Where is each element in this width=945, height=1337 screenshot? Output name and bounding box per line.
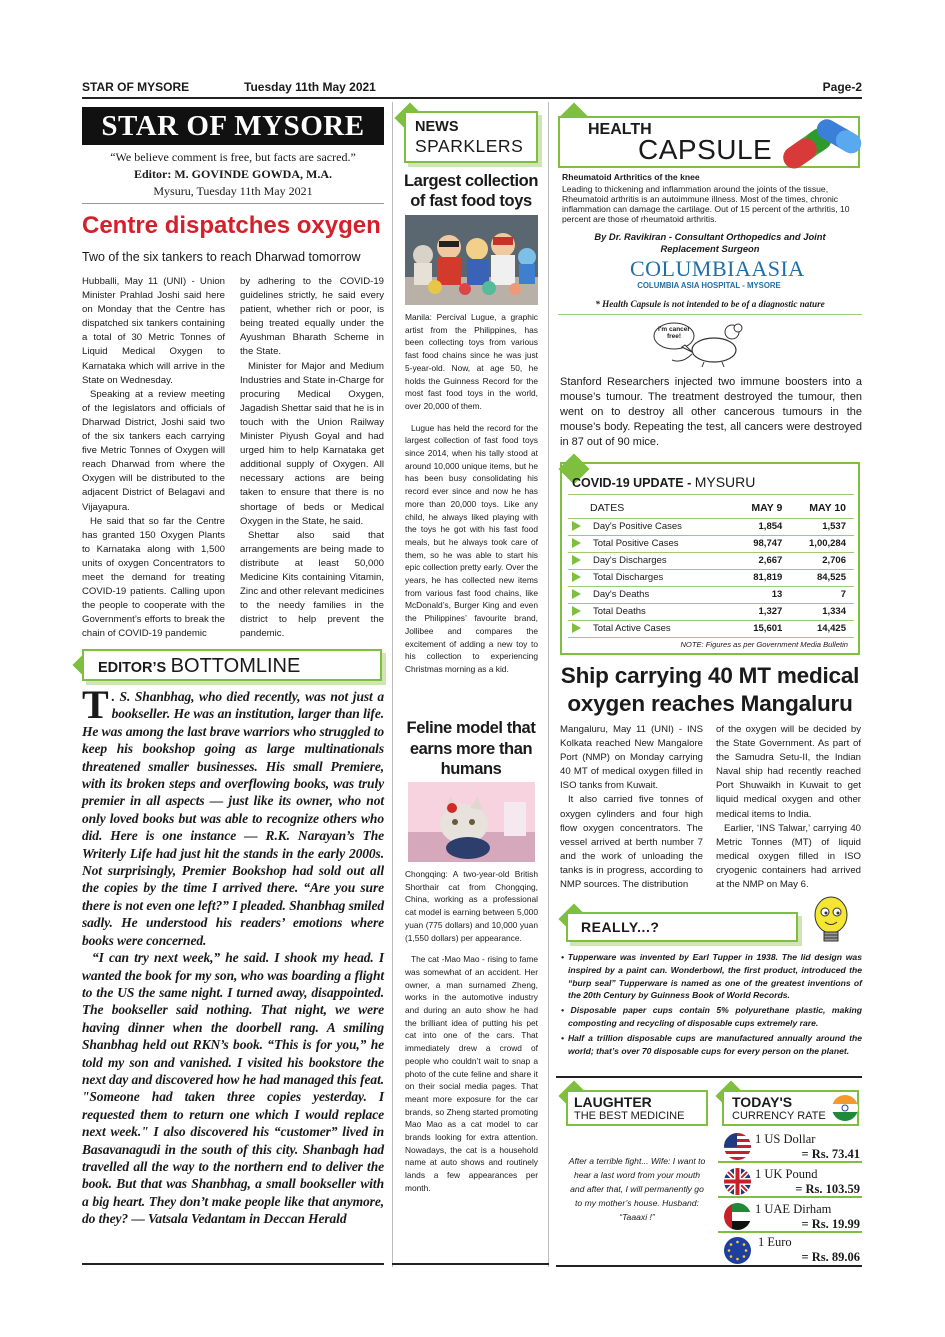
covid-row (568, 518, 854, 535)
logo-sub: COLUMBIA ASIA HOSPITAL - MYSORE (637, 281, 781, 290)
covid-row-may9: 98,747 (734, 535, 788, 552)
lead-subhead: Two of the six tankers to reach Dharwad tomorrow (82, 250, 361, 264)
editors-para: “I can try next week,” he said. I shook my head. I wanted the book for my son, who was boarding a flight to the US the same night. I turned away, disappointed. The bookseller said nothing. That night, we were having dinner when the doorbell rang. A smiling Shanbhag held out RKN’s book. “This is for you,” he told my son and vanished. I visited his bookstore the next day and discovered how he had managed this feat. "Someone had taken three copies yesterday. I requested them to return one which I would replace next week." I also discovered his “customer” lived in Basavanagudi in the south of this city. Shanbagh had travelled all the way to the northern end to deliver the book. But that was Shanbhag, a small bookseller with a big heart. They don’t make people like that anymore, do they? — Vatsala Vedantam in Deccan Herald (82, 950, 384, 1227)
health-label: HEALTH (588, 121, 652, 138)
ship-para: Mangaluru, May 11 (UNI) - INS Kolkata reached New Mangalore Port (NMP) on Monday carrying 40 MT of medical oxygen filled in ISO tanks from Kuwait. (560, 724, 703, 792)
really-header (566, 912, 798, 942)
logo-main: COLUMBIAASIA (630, 256, 805, 281)
sparkler-1-headline: Largest collection of fast food toys (404, 172, 539, 210)
covid-row-may9: 13 (734, 586, 788, 603)
covid-row-may10: 1,00,284 (788, 535, 854, 552)
covid-row-may9: 1,854 (734, 518, 788, 535)
bottomline-label: BOTTOMLINE (170, 655, 301, 677)
sparkler-para: The cat -Mao Mao - rising to fame was somewhat of an accident. Her owner, a man surnamed Zheng, works in the automotive industry and during an auto show he had the brilliant idea of putting his pet cat into one of the cars. That immediately drew a crowd of people who couldn’t wait to snap a photo of the cute feline and share it on their social media pages. That meant more exposure for the car brands, so Zheng started promoting Mao Mao as a cat model to car brands looking for extra attention. Nowadays, the cat is a household name at auto shows and routinely lands a few appearances per month. (405, 954, 538, 1193)
editors-label: EDITOR’S (98, 660, 167, 676)
currency-label: TODAY'S (732, 1094, 793, 1110)
really-list (560, 951, 862, 1057)
really-item-text: Half a trillion disposable cups are manufactured annually around the world; that’s over 70 disposable cups for every person on the planet. (567, 1032, 862, 1056)
really-item-text: Tupperware was invented by Earl Tupper in 1938. The lid design was inspired by a paint can. Wonderbowl, the first product, introduced the “burp seal” Tupperware is named as one of the greatest inventions of the 20th Century by Guinness Book of World Records. (567, 952, 862, 1001)
covid-row-may10: 1,537 (788, 518, 854, 535)
sparkler-para: Lugue has held the record for the largest collection of fast food toys since 2014, when his tally stood at around 10,000 unique items, but he has been busy consolidating his record ever since and now he has more than 20,000 toys. Like any child, he always liked playing with the toys he got with his fast food meals, but he always took care of them, so he was able to start his epic collection pretty early. Over the years, he has collected new items from various fast food chains, like McDonald’s, Burger King and even the Philippines’ favourite brand, Jollibee and compares the excitement of adding a new toy to his collection to experiencing Christmas morning as a kid. (405, 422, 538, 674)
covid-row (568, 603, 854, 620)
health-text (562, 172, 858, 224)
col-may10: MAY 10 (788, 498, 854, 518)
covid-row-label: Total Active Cases (593, 623, 671, 634)
covid-row-may10: 14,425 (788, 620, 854, 637)
covid-row-may9: 15,601 (734, 620, 788, 637)
currency-rate: = Rs. 89.06 (801, 1250, 860, 1264)
currency-name: 1 Euro (758, 1235, 792, 1249)
lead-para: Hubballi, May 11 (UNI) - Union Minister Prahlad Joshi said here on Monday that the Centre has dispatched six tankers containing a total of 30 Metric Tonnes of Liquid Medical Oxygen to Karnataka which will arrive in the State on Wednesday. (82, 276, 225, 386)
currency-name: 1 UAE Dirham (755, 1202, 832, 1216)
capsule-pills-icon (776, 110, 862, 172)
currency-name: 1 US Dollar (755, 1132, 816, 1146)
currency-rate: = Rs. 103.59 (795, 1182, 860, 1196)
covid-label: COVID-19 UPDATE - (572, 476, 692, 490)
uk-flag-icon (724, 1168, 751, 1195)
columbia-asia-logo (630, 256, 805, 291)
covid-row-may9: 1,327 (734, 603, 788, 620)
currency-list (718, 1130, 862, 1265)
masthead-dateline: Mysuru, Tuesday 11th May 2021 (153, 184, 313, 198)
masthead-title: STAR OF MYSORE (101, 110, 365, 142)
covid-row-label: Total Discharges (593, 572, 664, 583)
really-item: • Half a trillion disposable cups are manufactured annually around the world; that’s over 70 disposable cups for every person on the planet. (561, 1032, 862, 1056)
eu-flag-icon (724, 1237, 751, 1264)
covid-header-row (568, 498, 854, 518)
header-date: Tuesday 11th May 2021 (244, 80, 376, 94)
editors-article (82, 682, 385, 1228)
covid-row (568, 620, 854, 637)
really-item: • Disposable paper cups contain 5% polyurethane plastic, making composting and recycling of disposable cups extremely rare. (561, 1005, 862, 1028)
covid-row-label: Day's Deaths (593, 589, 650, 600)
ship-para: It also carried five tonnes of oxygen cylinders and four high flow oxygen concentrators. The vessel arrived at berth number 7 and the work of unloading the tanks is in progress, according to NMP sources. The distribution (560, 794, 703, 891)
covid-row-may10: 1,334 (788, 603, 854, 620)
currency-row (718, 1130, 862, 1163)
covid-row-may10: 84,525 (788, 569, 854, 586)
header-page-number: Page-2 (822, 80, 862, 94)
ship-para: of the oxygen will be decided by the State Government. As part of the Samudra Setu-II, the Indian Naval ship had recently reached Port Shuwaikh in Kuwait to get liquid medical oxygen and other medical items to India. (716, 724, 861, 820)
masthead-motto: “We believe comment is free, but facts are sacred.” (110, 150, 356, 164)
us-flag-icon (724, 1133, 751, 1160)
capsule-label: CAPSULE (638, 134, 773, 165)
editors-para: . S. Shanbhag, who died recently, was not just a bookseller. He was an institution, larger than life. He was among the last brave warriors who struggled to keep his bookshop going as large multinationals threatened smaller businesses. His small Premiere, with its broken steps and overflowing books, was truly premier in all aspects — just like its owner, who not only loved books but was able to recognize others who did. Here is one instance — R.K. Narayan’s The Writerly Life had just hit the stands in the early 2000s. Not surprisingly, Premier Bookshop had sold out all the copies by the time I arrived there. “Are you sure there is not even one left?” I pleaded. Shanbhag smiled sadly. He understood his readers’ emotions where books were concerned. (82, 689, 385, 948)
sparkler-2-text (405, 868, 538, 1195)
cartoon-speech: I'm cancer free! (658, 326, 690, 340)
covid-note: NOTE: Figures as per Government Media Bulletin (680, 640, 848, 649)
laughter-sub: THE BEST MEDICINE (574, 1110, 685, 1122)
covid-row-may10: 7 (788, 586, 854, 603)
health-body: Leading to thickening and inflammation around the joints of the tissue, Rheumatoid arthritis is an autoimmune illness. Most of the times, chronic inflammation can damage the cartilage. Out of 15 percent of the arthritis, 10 percent are those of rheumatoid arthritis. (562, 184, 850, 224)
really-item-text: Disposable paper cups contain 5% polyurethane plastic, making composting and recycling of disposable cups extremely rare. (568, 1005, 862, 1028)
covid-row-label: Total Positive Cases (593, 538, 679, 549)
covid-city: MYSURU (694, 474, 756, 490)
page-header (82, 80, 862, 98)
really-label: REALLY...? (581, 919, 660, 935)
editors-bottomline-header (82, 649, 382, 681)
lead-headline: Centre dispatches oxygen (82, 212, 381, 239)
india-flag-icon (832, 1095, 858, 1121)
covid-row-label: Total Deaths (593, 606, 646, 617)
uae-flag-icon (724, 1203, 751, 1230)
header-paper-name: STAR OF MYSORE (82, 80, 190, 94)
ship-para: Earlier, ‘INS Talwar,’ carrying 40 Metric Tonnes (MT) of liquid medical oxygen filled in ISO cryogenic containers had arrived at the NMP on May 6. (716, 822, 861, 891)
health-byline: By Dr. Ravikiran - Consultant Orthopedics and Joint Replacement Surgeon (594, 231, 826, 254)
health-topic: Rheumatoid Arthritics of the knee (562, 172, 700, 182)
covid-row-label: Day's Positive Cases (593, 521, 682, 532)
ship-headline: Ship carrying 40 MT medical oxygen reaches Mangaluru (560, 663, 860, 716)
lightbulb-icon (808, 895, 854, 947)
col-may9: MAY 9 (734, 498, 788, 518)
sparklers-label: SPARKLERS (415, 136, 524, 156)
currency-row (718, 1165, 862, 1198)
covid-row (568, 535, 854, 552)
drop-cap: T (82, 682, 109, 727)
news-sparklers-header (404, 111, 538, 163)
feline-model-photo (408, 782, 535, 862)
masthead-editor: Editor: M. GOVINDE GOWDA, M.A. (134, 167, 332, 181)
currency-rate: = Rs. 73.41 (801, 1147, 860, 1161)
currency-row (718, 1200, 862, 1233)
lead-para: by adhering to the COVID-19 guidelines strictly, he said every patient, whether rich or poor, is being treated equally under the Ayushman Bharath Scheme in the State. (240, 276, 384, 358)
ship-column-2 (716, 723, 861, 892)
lead-para: He said that so far the Centre has granted 150 Oxygen Plants to Karnataka along with 1,500 units of oxygen Concentrators to meet the demand for treating COVID-19 patients. Calling upon the people to cooperate with the Government’s efforts to break the chain of COVID-19 pandemic (82, 515, 225, 640)
lead-column-1 (82, 275, 225, 641)
covid-row (568, 569, 854, 586)
lead-column-2 (240, 275, 384, 641)
covid-title (572, 474, 755, 490)
sparkler-para: Manila: Percival Lugue, a graphic artist from the Philippines, has been collecting toys from various fast food chains since he was just 5-year-old. Now, at age 50, he holds the Guinness Record for the most fast food toys in the world, over 20,000 of them. (405, 312, 538, 411)
fast-food-toys-photo (405, 215, 538, 305)
laughter-joke: After a terrible fight... Wife: I want to hear a last word from your mouth and after that, I will permanently go to my mother’s house. Husband: “Taaaxi !” (568, 1156, 706, 1222)
covid-table (568, 498, 854, 638)
currency-name: 1 UK Pound (755, 1167, 818, 1181)
covid-row-may10: 2,706 (788, 552, 854, 569)
currency-rate: = Rs. 19.99 (801, 1217, 860, 1231)
sparkler-1-text (405, 311, 538, 676)
covid-row-may9: 2,667 (734, 552, 788, 569)
currency-row (718, 1235, 862, 1265)
news-label: NEWS (415, 119, 459, 135)
laughter-label: LAUGHTER (574, 1094, 652, 1110)
lead-para: Shettar also said that arrangements are being made to distribute at least 50,000 Medicine Kits containing Vitamin, Zinc and other relevant medicines to the needy families in the district to help prevent the pandemic. (240, 529, 384, 640)
really-item: • Tupperware was invented by Earl Tupper in 1938. The lid design was inspired by a paint can. Wonderbowl, the first product, introduced the “burp seal” Tupperware is named as one of the greatest inventions of the 20th Century by Guinness Book of World Records. (561, 952, 862, 1001)
masthead-info (82, 149, 384, 200)
sparkler-2-headline: Feline model that earns more than humans (406, 719, 536, 778)
masthead-banner (82, 107, 384, 145)
covid-row (568, 552, 854, 569)
cancer-free-cartoon (652, 320, 750, 368)
col-dates: DATES (568, 498, 734, 518)
covid-row (568, 586, 854, 603)
covid-row-may9: 81,819 (734, 569, 788, 586)
covid-update-box (560, 462, 860, 655)
covid-row-label: Day's Discharges (593, 555, 667, 566)
currency-sub: CURRENCY RATE (732, 1110, 826, 1122)
lead-para: Minister for Major and Medium Industries and State in-Charge for procuring Medical Oxygen, Jagadish Shettar said that he is in touch with the Union Railway Minister Piyush Goyal and had urged him to help Karnataka get additional supply of Oxygen. All necessary actions are being taken to ensure that there is no shortage of beds or Medical Oxygen in the State, he said. (240, 360, 384, 527)
sparkler-para: Chongqing: A two-year-old British Shorthair cat from Chongqing, China, working as a professional cat model is earning between 5,000 yuan (775 dollars) and 10,000 yuan (1,550 dollars) per appearance. (405, 869, 538, 943)
lead-para: Speaking at a review meeting of the legislators and officials of Dharwad District, Joshi said two of the six tankers each carrying five Metric Tonnes of Oxygen will reach Dharwad from where the Oxygen will be distributed to the adjacent District of Belagavi and Vijayapura. (82, 388, 225, 513)
laughter-header (566, 1090, 708, 1126)
stanford-text: Stanford Researchers injected two immune boosters into a mouse’s tumour. The treatment destroyed the tumour, then went on to destroy all other cancerous tumours in the mouse’s body. Repeating the test, all cancers were destroyed in 87 out of 90 mice. (560, 376, 862, 448)
health-note: * Health Capsule is not intended to be of a diagnostic nature (595, 299, 825, 309)
ship-column-1 (560, 723, 703, 892)
